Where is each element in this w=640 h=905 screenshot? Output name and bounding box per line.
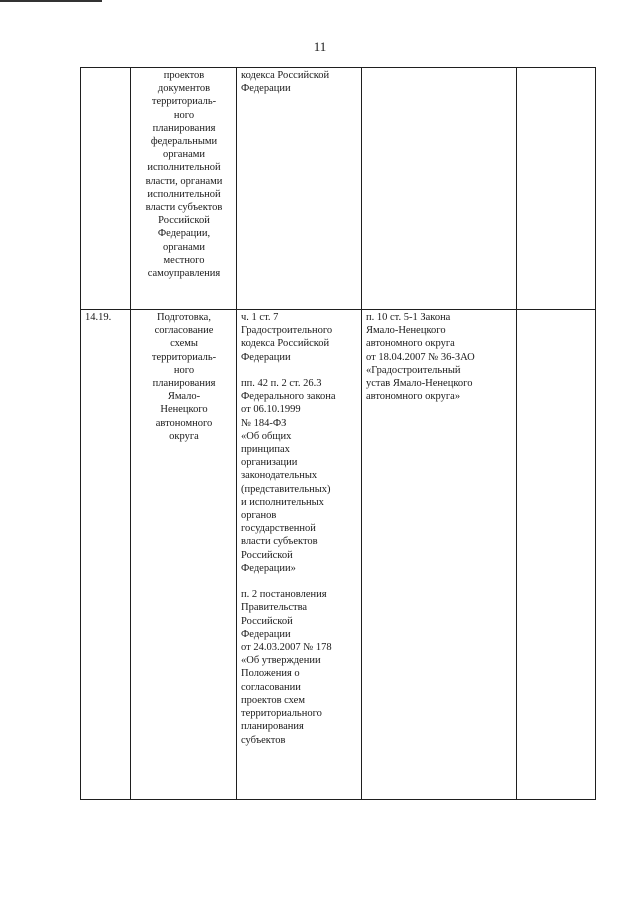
item-number-cell: 14.19. bbox=[81, 310, 131, 800]
regional-basis-cell: п. 10 ст. 5-1 Закона Ямало-Ненецкого автономного округа от 18.04.2007 № 36-ЗАО «Градостроительный устав Ямало-Ненецкого автономного округа» bbox=[362, 310, 517, 800]
table-row bbox=[81, 310, 596, 800]
extra-cell bbox=[517, 68, 596, 310]
regulation-table bbox=[80, 67, 596, 800]
regional-basis-cell bbox=[362, 68, 517, 310]
federal-basis-cell: кодекса Российской Федерации bbox=[237, 68, 362, 310]
procedure-name-cell: проектов документов территориаль- ного планирования федеральными органами исполнительной власти, органами исполнительной власти субъектов Российской Федерации, органами местного самоуправления bbox=[131, 68, 237, 310]
item-number-cell bbox=[81, 68, 131, 310]
table-row bbox=[81, 68, 596, 310]
scan-edge-mark bbox=[0, 0, 102, 2]
federal-basis-cell: ч. 1 ст. 7 Градостроительного кодекса Российской Федерации пп. 42 п. 2 ст. 26.3 Федерального закона от 06.10.1999 № 184-ФЗ «Об общих принципах организации законодательных (представительных) и исполнительных органов государственной власти субъектов Российской Федерации» п. 2 постановления Правительства Российской Федерации от 24.03.2007 № 178 «Об утверждении Положения о согласовании проектов схем территориального планирования субъектов bbox=[237, 310, 362, 800]
procedure-name-cell: Подготовка, согласование схемы территориаль- ного планирования Ямало- Ненецкого автономного округа bbox=[131, 310, 237, 800]
extra-cell bbox=[517, 310, 596, 800]
page-number: 11 bbox=[313, 39, 327, 54]
